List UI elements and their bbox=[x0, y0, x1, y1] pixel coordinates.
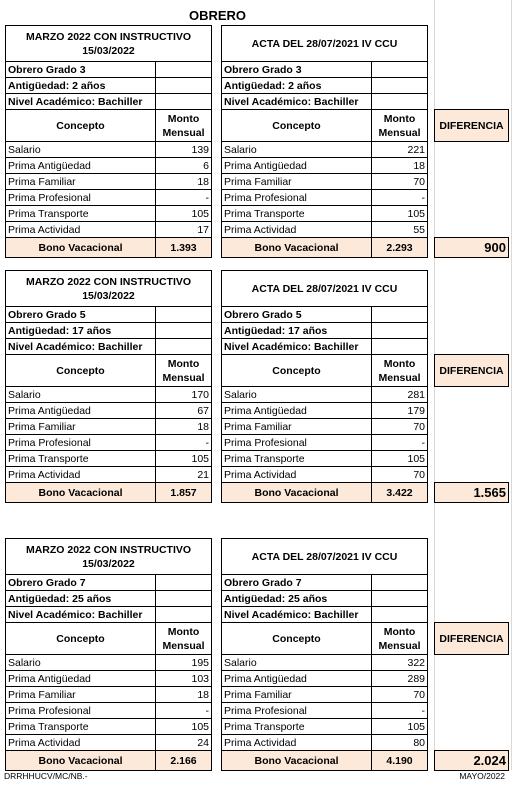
empty-cell bbox=[156, 307, 212, 323]
concept-label: Prima Transporte bbox=[222, 451, 372, 467]
diferencia-value: 1.565 bbox=[435, 483, 509, 503]
antiguedad-label: Antigüedad: 17 años bbox=[6, 323, 156, 339]
concept-label: Salario bbox=[222, 142, 372, 158]
antiguedad-label: Antigüedad: 2 años bbox=[6, 78, 156, 94]
bono-vacacional-label: Bono Vacacional bbox=[222, 483, 372, 503]
concept-value: 18 bbox=[156, 419, 212, 435]
concept-value: - bbox=[372, 703, 428, 719]
monto-header: Monto Mensual bbox=[372, 355, 428, 387]
left-table-section-1 bbox=[5, 25, 212, 258]
concept-label: Prima Profesional bbox=[222, 703, 372, 719]
concept-value: - bbox=[372, 435, 428, 451]
monto-header: Monto Mensual bbox=[156, 110, 212, 142]
diferencia-header: DIFERENCIA bbox=[435, 623, 509, 655]
monto-header: Monto Mensual bbox=[156, 355, 212, 387]
concept-value: 21 bbox=[156, 467, 212, 483]
table-header: ACTA DEL 28/07/2021 IV CCU bbox=[222, 271, 428, 307]
concept-label: Prima Familiar bbox=[222, 174, 372, 190]
concepto-header: Concepto bbox=[222, 110, 372, 142]
antiguedad-label: Antigüedad: 17 años bbox=[222, 323, 372, 339]
empty-cell bbox=[156, 607, 212, 623]
concept-label: Prima Familiar bbox=[6, 687, 156, 703]
empty-cell bbox=[372, 591, 428, 607]
concept-label: Salario bbox=[6, 655, 156, 671]
concepto-header: Concepto bbox=[222, 623, 372, 655]
concept-value: 195 bbox=[156, 655, 212, 671]
concept-label: Prima Transporte bbox=[222, 206, 372, 222]
footer-right: MAYO/2022 bbox=[459, 771, 505, 781]
concept-label: Prima Profesional bbox=[6, 190, 156, 206]
table-header: MARZO 2022 CON INSTRUCTIVO 15/03/2022 bbox=[6, 26, 212, 62]
nivel-label: Nivel Académico: Bachiller bbox=[222, 607, 372, 623]
concept-label: Prima Actividad bbox=[6, 467, 156, 483]
concept-value: 105 bbox=[372, 451, 428, 467]
concept-value: 139 bbox=[156, 142, 212, 158]
concept-label: Prima Actividad bbox=[222, 222, 372, 238]
concept-value: - bbox=[372, 190, 428, 206]
nivel-label: Nivel Académico: Bachiller bbox=[6, 94, 156, 110]
diferencia-value: 2.024 bbox=[435, 751, 509, 771]
empty-cell bbox=[435, 655, 509, 751]
concept-value: 17 bbox=[156, 222, 212, 238]
monto-header: Monto Mensual bbox=[156, 623, 212, 655]
empty-cell bbox=[435, 387, 509, 483]
concept-value: 221 bbox=[372, 142, 428, 158]
concept-value: 103 bbox=[156, 671, 212, 687]
concept-value: - bbox=[156, 703, 212, 719]
bono-vacacional-value: 4.190 bbox=[372, 751, 428, 771]
concept-label: Prima Actividad bbox=[6, 222, 156, 238]
empty-cell bbox=[156, 94, 212, 110]
concept-label: Prima Antigüedad bbox=[222, 158, 372, 174]
right-table-section-3 bbox=[221, 538, 428, 771]
left-table-section-2 bbox=[5, 270, 212, 503]
concept-label: Salario bbox=[222, 655, 372, 671]
concept-label: Prima Profesional bbox=[222, 435, 372, 451]
grado-label: Obrero Grado 5 bbox=[222, 307, 372, 323]
monto-header: Monto Mensual bbox=[372, 623, 428, 655]
concept-value: 70 bbox=[372, 174, 428, 190]
bono-vacacional-value: 2.293 bbox=[372, 238, 428, 258]
concept-value: 70 bbox=[372, 467, 428, 483]
concept-value: - bbox=[156, 190, 212, 206]
empty-cell bbox=[156, 78, 212, 94]
empty-cell bbox=[372, 339, 428, 355]
antiguedad-label: Antigüedad: 2 años bbox=[222, 78, 372, 94]
empty-cell bbox=[372, 62, 428, 78]
empty-cell bbox=[156, 323, 212, 339]
bono-vacacional-label: Bono Vacacional bbox=[222, 751, 372, 771]
concept-value: 170 bbox=[156, 387, 212, 403]
diferencia-table-section-1 bbox=[434, 109, 509, 258]
concept-label: Prima Actividad bbox=[222, 467, 372, 483]
concept-value: 289 bbox=[372, 671, 428, 687]
concepto-header: Concepto bbox=[6, 110, 156, 142]
diferencia-table-section-3 bbox=[434, 622, 509, 771]
grado-label: Obrero Grado 3 bbox=[6, 62, 156, 78]
concept-value: 105 bbox=[372, 206, 428, 222]
empty-cell bbox=[372, 307, 428, 323]
concept-label: Salario bbox=[6, 142, 156, 158]
bono-vacacional-value: 1.857 bbox=[156, 483, 212, 503]
right-table-section-1 bbox=[221, 25, 428, 258]
nivel-label: Nivel Académico: Bachiller bbox=[222, 94, 372, 110]
concept-value: 105 bbox=[156, 206, 212, 222]
concept-value: 67 bbox=[156, 403, 212, 419]
concept-label: Prima Familiar bbox=[222, 419, 372, 435]
bono-vacacional-value: 3.422 bbox=[372, 483, 428, 503]
concepto-header: Concepto bbox=[6, 355, 156, 387]
bono-vacacional-value: 1.393 bbox=[156, 238, 212, 258]
concept-label: Prima Transporte bbox=[222, 719, 372, 735]
empty-cell bbox=[372, 323, 428, 339]
concept-value: 24 bbox=[156, 735, 212, 751]
antiguedad-label: Antigüedad: 25 años bbox=[222, 591, 372, 607]
grid-line bbox=[511, 0, 512, 770]
concept-value: 70 bbox=[372, 419, 428, 435]
concept-label: Prima Actividad bbox=[6, 735, 156, 751]
bono-vacacional-label: Bono Vacacional bbox=[6, 751, 156, 771]
concept-label: Prima Actividad bbox=[222, 735, 372, 751]
concept-value: 55 bbox=[372, 222, 428, 238]
bono-vacacional-label: Bono Vacacional bbox=[6, 483, 156, 503]
diferencia-value: 900 bbox=[435, 238, 509, 258]
table-header: ACTA DEL 28/07/2021 IV CCU bbox=[222, 26, 428, 62]
concept-value: 18 bbox=[156, 174, 212, 190]
empty-cell bbox=[156, 591, 212, 607]
footer-left: DRRHHUCV/MC/NB.- bbox=[4, 771, 88, 781]
concept-label: Prima Transporte bbox=[6, 451, 156, 467]
empty-cell bbox=[372, 78, 428, 94]
empty-cell bbox=[156, 62, 212, 78]
concept-value: 105 bbox=[372, 719, 428, 735]
left-table-section-3 bbox=[5, 538, 212, 771]
antiguedad-label: Antigüedad: 25 años bbox=[6, 591, 156, 607]
concept-label: Salario bbox=[6, 387, 156, 403]
table-header: MARZO 2022 CON INSTRUCTIVO 15/03/2022 bbox=[6, 271, 212, 307]
concept-label: Prima Antigüedad bbox=[222, 671, 372, 687]
concept-label: Prima Antigüedad bbox=[222, 403, 372, 419]
diferencia-header: DIFERENCIA bbox=[435, 355, 509, 387]
diferencia-table-section-2 bbox=[434, 354, 509, 503]
concept-label: Prima Familiar bbox=[6, 174, 156, 190]
page-title: OBRERO bbox=[188, 8, 247, 23]
concept-value: 322 bbox=[372, 655, 428, 671]
concept-value: 18 bbox=[372, 158, 428, 174]
table-header: ACTA DEL 28/07/2021 IV CCU bbox=[222, 539, 428, 575]
concept-value: 18 bbox=[156, 687, 212, 703]
empty-cell bbox=[372, 607, 428, 623]
bono-vacacional-value: 2.166 bbox=[156, 751, 212, 771]
concept-value: 80 bbox=[372, 735, 428, 751]
concept-label: Prima Profesional bbox=[6, 435, 156, 451]
empty-cell bbox=[435, 142, 509, 238]
empty-cell bbox=[156, 339, 212, 355]
concept-value: 6 bbox=[156, 158, 212, 174]
nivel-label: Nivel Académico: Bachiller bbox=[222, 339, 372, 355]
concept-value: - bbox=[156, 435, 212, 451]
concept-value: 281 bbox=[372, 387, 428, 403]
concepto-header: Concepto bbox=[222, 355, 372, 387]
concept-value: 105 bbox=[156, 719, 212, 735]
grado-label: Obrero Grado 5 bbox=[6, 307, 156, 323]
bono-vacacional-label: Bono Vacacional bbox=[222, 238, 372, 258]
monto-header: Monto Mensual bbox=[372, 110, 428, 142]
concept-label: Prima Antigüedad bbox=[6, 403, 156, 419]
concept-value: 105 bbox=[156, 451, 212, 467]
grado-label: Obrero Grado 3 bbox=[222, 62, 372, 78]
grado-label: Obrero Grado 7 bbox=[6, 575, 156, 591]
nivel-label: Nivel Académico: Bachiller bbox=[6, 607, 156, 623]
concept-value: 179 bbox=[372, 403, 428, 419]
concept-label: Prima Profesional bbox=[222, 190, 372, 206]
empty-cell bbox=[372, 575, 428, 591]
table-header: MARZO 2022 CON INSTRUCTIVO 15/03/2022 bbox=[6, 539, 212, 575]
concept-label: Prima Antigüedad bbox=[6, 671, 156, 687]
diferencia-header: DIFERENCIA bbox=[435, 110, 509, 142]
grado-label: Obrero Grado 7 bbox=[222, 575, 372, 591]
right-table-section-2 bbox=[221, 270, 428, 503]
nivel-label: Nivel Académico: Bachiller bbox=[6, 339, 156, 355]
concept-label: Prima Familiar bbox=[6, 419, 156, 435]
concept-value: 70 bbox=[372, 687, 428, 703]
concept-label: Prima Profesional bbox=[6, 703, 156, 719]
empty-cell bbox=[156, 575, 212, 591]
concept-label: Salario bbox=[222, 387, 372, 403]
empty-cell bbox=[372, 94, 428, 110]
concepto-header: Concepto bbox=[6, 623, 156, 655]
concept-label: Prima Transporte bbox=[6, 719, 156, 735]
concept-label: Prima Antigüedad bbox=[6, 158, 156, 174]
concept-label: Prima Familiar bbox=[222, 687, 372, 703]
bono-vacacional-label: Bono Vacacional bbox=[6, 238, 156, 258]
concept-label: Prima Transporte bbox=[6, 206, 156, 222]
